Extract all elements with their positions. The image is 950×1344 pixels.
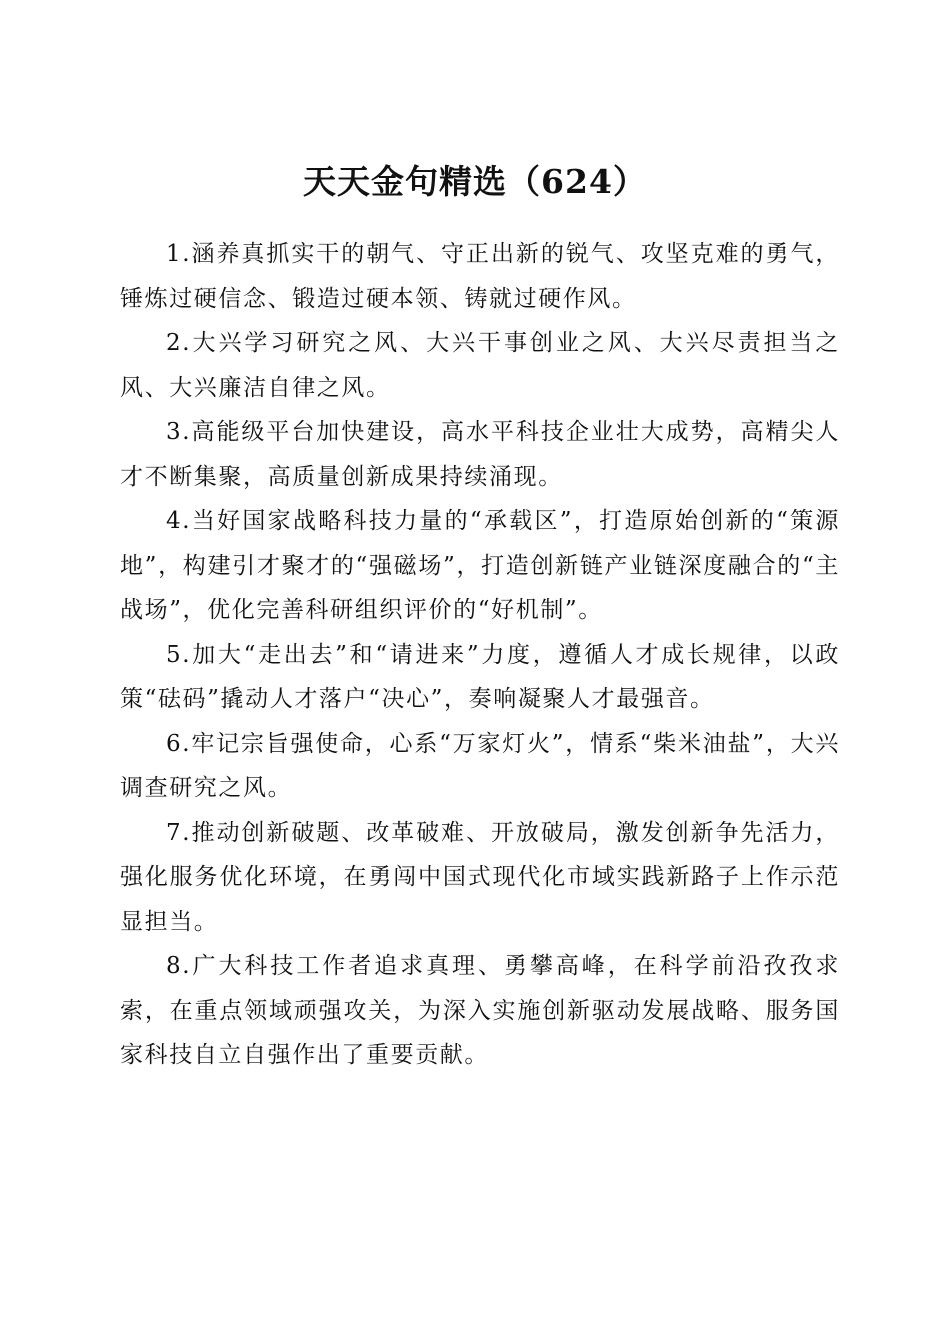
- quote-item-1: 1.涵养真抓实干的朝气、守正出新的锐气、攻坚克难的勇气，锤炼过硬信念、锻造过硬本领、铸就过硬作风。: [120, 241, 840, 312]
- quote-item-2: 2.大兴学习研究之风、大兴干事创业之风、大兴尽责担当之风、大兴廉洁自律之风。: [120, 330, 840, 401]
- quote-item-8: 8.广大科技工作者追求真理、勇攀高峰，在科学前沿孜孜求索，在重点领域顽强攻关，为深入实施创新驱动发展战略、服务国家科技自立自强作出了重要贡献。: [120, 953, 840, 1068]
- quote-item-4: 4.当好国家战略科技力量的“承载区”，打造原始创新的“策源地”，构建引才聚才的“强磁场”，打造创新链产业链深度融合的“主战场”，优化完善科研组织评价的“好机制”。: [120, 508, 840, 623]
- quote-item-7: 7.推动创新破题、改革破难、开放破局，激发创新争先活力，强化服务优化环境，在勇闯中国式现代化市域实践新路子上作示范显担当。: [120, 819, 840, 935]
- quote-item-6: 6.牢记宗旨强使命，心系“万家灯火”，情系“柴米油盐”，大兴调查研究之风。: [120, 730, 840, 801]
- document-title: 天天金句精选（624）: [303, 162, 647, 202]
- quote-item-3: 3.高能级平台加快建设，高水平科技企业壮大成势，高精尖人才不断集聚，高质量创新成果持续涌现。: [120, 419, 840, 490]
- quote-item-5: 5.加大“走出去”和“请进来”力度，遵循人才成长规律，以政策“砝码”撬动人才落户“决心”，奏响凝聚人才最强音。: [120, 641, 840, 712]
- document-body: [120, 232, 840, 1078]
